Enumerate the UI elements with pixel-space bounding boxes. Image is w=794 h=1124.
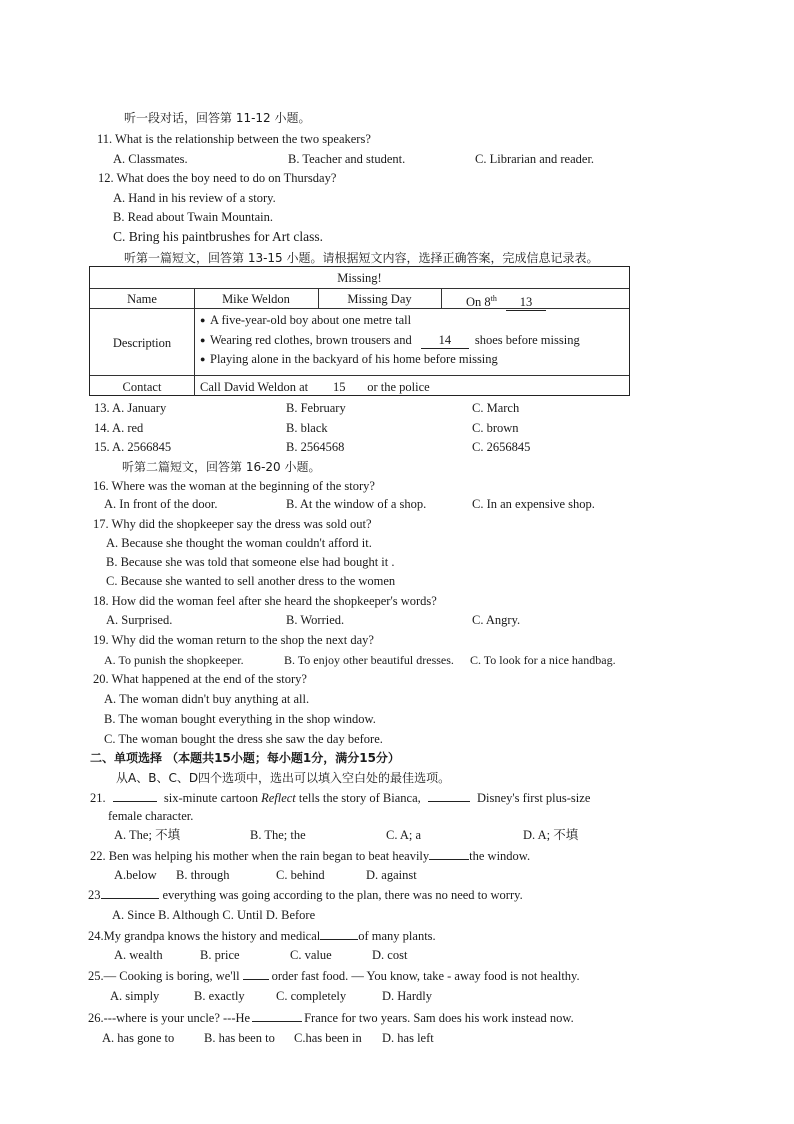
missing-day-value: On 8th 13 xyxy=(466,291,546,311)
q21-stem: 21. six-minute cartoon Reflect tells the story of Bianca, Disney's first plus-size xyxy=(90,791,591,805)
q19-option-a: A. To punish the shopkeeper. xyxy=(104,653,244,667)
q13-option-b: B. February xyxy=(286,401,346,415)
table-title: Missing! xyxy=(337,271,382,285)
q18-option-a: A. Surprised. xyxy=(106,613,173,627)
section-intro-16-20: 听第二篇短文，回答第 16-20 小题。 xyxy=(122,460,321,474)
q15-option-b: B. 2564568 xyxy=(286,440,345,454)
q20-option-c: C. The woman bought the dress she saw the day before. xyxy=(104,732,383,746)
q26-option-a: A. has gone to xyxy=(102,1031,175,1045)
q16-option-c: C. In an expensive shop. xyxy=(472,497,595,511)
q25-option-c: C. completely xyxy=(276,989,347,1003)
q23-stem: 23 everything was going according to the plan, there was no need to worry. xyxy=(88,888,523,902)
q13-option-c: C. March xyxy=(472,401,520,415)
q18-stem: 18. How did the woman feel after she heard the shopkeeper's words? xyxy=(93,594,437,608)
q22-stem: 22. Ben was helping his mother when the rain began to beat heavily the window. xyxy=(90,849,531,863)
q19-option-b: B. To enjoy other beautiful dresses. xyxy=(284,653,454,667)
q17-option-a: A. Because she thought the woman couldn't afford it. xyxy=(106,536,372,550)
part2-heading: 二、单项选择 （本题共15小题；每小题1分，满分15分） xyxy=(90,751,400,765)
q24-option-a: A. wealth xyxy=(114,948,163,962)
name-value: Mike Weldon xyxy=(222,292,290,306)
contact-label: Contact xyxy=(122,380,162,394)
bullet-icon: ● xyxy=(200,354,206,364)
q18-option-c: C. Angry. xyxy=(472,613,521,627)
contact-value: Call David Weldon at 15 or the police xyxy=(200,380,430,394)
q11-option-c: C. Librarian and reader. xyxy=(475,152,595,166)
q12-option-b: B. Read about Twain Mountain. xyxy=(113,210,273,224)
description-line-2: ● Wearing red clothes, brown trousers and 14 shoes before missing xyxy=(200,333,580,347)
q16-stem: 16. Where was the woman at the beginning of the story? xyxy=(93,479,375,493)
bullet-icon: ● xyxy=(200,335,206,345)
missing-day-label: Missing Day xyxy=(347,292,412,306)
q15-option-c: C. 2656845 xyxy=(472,440,531,454)
q26-option-b: B. has been to xyxy=(204,1031,275,1045)
q16-option-a: A. In front of the door. xyxy=(104,497,218,511)
q24-stem: 24.My grandpa knows the history and medical of many plants. xyxy=(88,929,436,943)
description-label: Description xyxy=(112,336,172,350)
q15-option-a: 15. A. 2566845 xyxy=(94,440,172,454)
q26-option-c: C.has been in xyxy=(294,1031,362,1045)
q22-option-c: C. behind xyxy=(276,868,325,882)
q22-option-d: D. against xyxy=(366,868,417,882)
q23-options: A. Since B. Although C. Until D. Before xyxy=(112,908,316,922)
bullet-icon: ● xyxy=(200,315,206,325)
blank-15: 15 xyxy=(317,379,361,396)
q24-option-c: C. value xyxy=(290,948,332,962)
q17-stem: 17. Why did the shopkeeper say the dress was sold out? xyxy=(93,517,372,531)
q24-option-b: B. price xyxy=(200,948,240,962)
description-line-1: ● A five-year-old boy about one metre tall xyxy=(200,313,412,327)
q25-option-b: B. exactly xyxy=(194,989,245,1003)
q25-option-d: D. Hardly xyxy=(382,989,432,1003)
q22-option-a: A.below xyxy=(114,868,157,882)
q12-option-c: C. Bring his paintbrushes for Art class. xyxy=(113,229,323,244)
q21-option-b: B. The; the xyxy=(250,828,306,842)
missing-info-table xyxy=(89,266,630,396)
name-label: Name xyxy=(127,292,157,306)
q17-option-b: B. Because she was told that someone else had bought it . xyxy=(106,555,395,569)
q21-option-a: A. The; 不填 xyxy=(114,828,181,842)
q13-option-a: 13. A. January xyxy=(94,401,167,415)
q25-stem: 25.— Cooking is boring, we'll order fast food. — You know, take - away food is not healthy. xyxy=(88,969,580,983)
q11-stem: 11. What is the relationship between the two speakers? xyxy=(97,132,371,146)
q20-option-a: A. The woman didn't buy anything at all. xyxy=(104,692,310,706)
part2-instruction: 从A、B、C、D四个选项中，选出可以填入空白处的最佳选项。 xyxy=(116,771,451,785)
q25-option-a: A. simply xyxy=(110,989,160,1003)
q26-option-d: D. has left xyxy=(382,1031,434,1045)
q18-option-b: B. Worried. xyxy=(286,613,345,627)
q19-stem: 19. Why did the woman return to the shop the next day? xyxy=(93,633,374,647)
q20-stem: 20. What happened at the end of the story? xyxy=(93,672,307,686)
q11-option-b: B. Teacher and student. xyxy=(288,152,406,166)
q24-option-d: D. cost xyxy=(372,948,408,962)
q21-option-c: C. A; a xyxy=(386,828,422,842)
blank-13: 13 xyxy=(506,294,546,311)
q16-option-b: B. At the window of a shop. xyxy=(286,497,427,511)
section-intro-11-12: 听一段对话，回答第 11-12 小题。 xyxy=(124,111,311,125)
q14-option-c: C. brown xyxy=(472,421,519,435)
section-intro-13-15: 听第一篇短文，回答第 13-15 小题。请根据短文内容，选择正确答案，完成信息记录表。 xyxy=(124,251,599,265)
q21-option-d: D. A; 不填 xyxy=(523,828,579,842)
q21-stem-line-2: female character. xyxy=(108,809,194,823)
blank-14: 14 xyxy=(421,332,469,349)
q22-option-b: B. through xyxy=(176,868,230,882)
q14-option-b: B. black xyxy=(286,421,328,435)
q12-stem: 12. What does the boy need to do on Thursday? xyxy=(98,171,337,185)
q12-option-a: A. Hand in his review of a story. xyxy=(113,191,276,205)
q17-option-c: C. Because she wanted to sell another dress to the women xyxy=(106,574,396,588)
q11-option-a: A. Classmates. xyxy=(113,152,188,166)
description-line-3: ● Playing alone in the backyard of his home before missing xyxy=(200,352,498,366)
q26-stem: 26.---where is your uncle? ---He France for two years. Sam does his work instead now. xyxy=(88,1011,574,1025)
q14-option-a: 14. A. red xyxy=(94,421,144,435)
q19-option-c: C. To look for a nice handbag. xyxy=(470,653,616,667)
q20-option-b: B. The woman bought everything in the shop window. xyxy=(104,712,376,726)
